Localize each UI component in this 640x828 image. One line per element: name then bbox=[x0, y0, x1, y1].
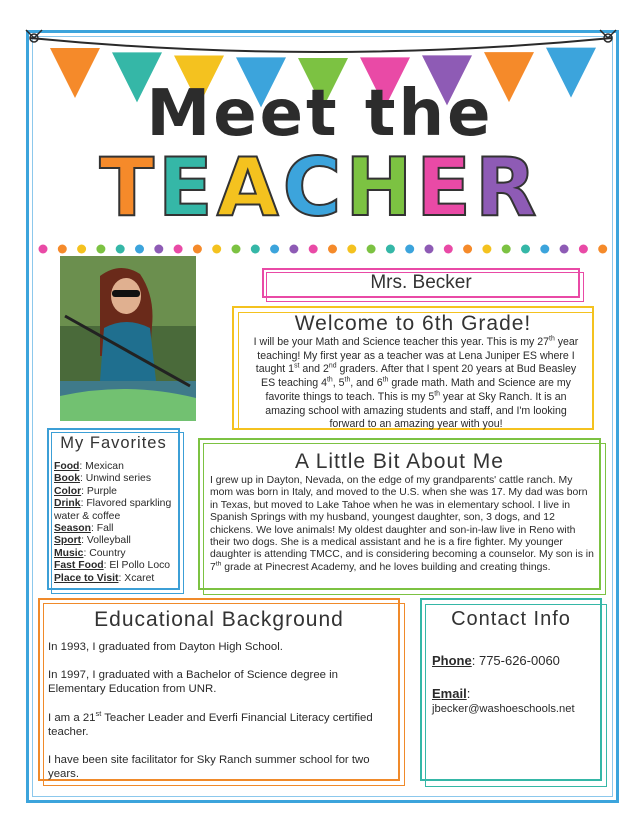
divider-dot bbox=[386, 245, 395, 254]
education-item: I am a 21st Teacher Leader and Everfi Financial Literacy certified teacher. bbox=[48, 708, 373, 738]
contact-phone: Phone: 775-626-0060 bbox=[432, 653, 560, 668]
divider-dot bbox=[212, 245, 221, 254]
education-item: I have been site facilitator for Sky Ranch summer school for two years. bbox=[48, 754, 370, 781]
favorite-item: Music: Country bbox=[54, 547, 126, 559]
dot-divider bbox=[38, 243, 608, 255]
divider-dot bbox=[232, 245, 241, 254]
divider-dot bbox=[309, 245, 318, 254]
favorite-item: Sport: Volleyball bbox=[54, 535, 131, 547]
contact-email-label: Email: bbox=[432, 686, 471, 701]
education-item: In 1997, I graduated with a Bachelor of Science degree in Elementary Education from UNR. bbox=[48, 669, 339, 696]
teacher-name: Mrs. Becker bbox=[370, 272, 472, 293]
divider-dot bbox=[251, 245, 260, 254]
divider-dot bbox=[77, 245, 86, 254]
title-letter: A bbox=[216, 141, 283, 234]
divider-dot bbox=[598, 245, 607, 254]
divider-dot bbox=[367, 245, 376, 254]
divider-dot bbox=[405, 245, 414, 254]
divider-dot bbox=[154, 245, 163, 254]
divider-dot bbox=[579, 245, 588, 254]
title-letter: T bbox=[99, 141, 159, 234]
divider-dot bbox=[135, 245, 144, 254]
divider-dot bbox=[174, 245, 183, 254]
favorite-item: Fast Food: El Pollo Loco bbox=[54, 560, 171, 572]
title-letter: E bbox=[158, 141, 217, 234]
divider-dot bbox=[521, 245, 530, 254]
divider-dot bbox=[444, 245, 453, 254]
about-text: I grew up in Dayton, Nevada, on the edge of my grandparents' cattle ranch. My mom was born in Italy, and moved to the U.S. when she was 17. My dad was born in Texas, but moved to Lake Tahoe when he was in elementary school. I live in Spanish Springs with my husband, youngest daughter, son, 3 dogs, and 12 chickens. We love animals! My oldest daughter and son-in-law live in Reno with their two dogs. She is a medical assistant and he is a fire fighter. My younger daughter is attending TMCC, and is considering becoming a counselor. My son is in 7th grade at Pinecrest Academy, and he loves building and creating things. bbox=[210, 475, 594, 573]
divider-dot bbox=[482, 245, 491, 254]
divider-dot bbox=[328, 245, 337, 254]
title-letter: C bbox=[282, 141, 346, 234]
divider-dot bbox=[463, 245, 472, 254]
contact-email[interactable]: jbecker@washoeschools.net bbox=[432, 703, 575, 715]
divider-dot bbox=[96, 245, 105, 254]
favorite-item: Place to Visit: Xcaret bbox=[54, 572, 155, 584]
divider-dot bbox=[270, 245, 279, 254]
favorites-list bbox=[54, 461, 184, 585]
education-item: In 1993, I graduated from Dayton High School. bbox=[48, 641, 283, 653]
bow-left-icon bbox=[26, 30, 42, 42]
teacher-photo bbox=[60, 256, 196, 421]
divider-dot bbox=[540, 245, 549, 254]
favorite-item: Color: Purple bbox=[54, 485, 117, 497]
divider-dot bbox=[193, 245, 202, 254]
education-text bbox=[48, 640, 388, 795]
bow-right-icon bbox=[600, 30, 616, 42]
favorite-item: Season: Fall bbox=[54, 523, 114, 535]
title-teacher bbox=[0, 141, 640, 234]
divider-dot bbox=[560, 245, 569, 254]
welcome-title: Welcome to 6th Grade! bbox=[294, 312, 532, 335]
title-letter: H bbox=[345, 141, 417, 234]
divider-dot bbox=[39, 245, 48, 254]
favorites-title: My Favorites bbox=[60, 434, 167, 452]
favorite-item: Food: Mexican bbox=[54, 461, 124, 472]
favorite-item: Drink: Flavored sparkling water & coffee bbox=[54, 498, 172, 522]
title-letter: R bbox=[474, 141, 541, 234]
divider-dot bbox=[347, 245, 356, 254]
welcome-text: I will be your Math and Science teacher this year. This is my 27th year teaching! My first year as a teacher was at Lena Juniper ES where I taught 1st and 2nd graders. After that I spent 20 years at Bud Beasley ES teaching 4th, 5th, and 6th grade math. Math and Science are my favorite things to teach. This is my 5th year at Sky Ranch. It is an amazing school with amazing students and staff, and I'm looking forward to an amazing year with you! bbox=[253, 335, 579, 431]
title-letter: E bbox=[416, 141, 475, 234]
contact-title: Contact Info bbox=[451, 608, 571, 630]
about-title: A Little Bit About Me bbox=[295, 450, 504, 473]
education-title: Educational Background bbox=[94, 608, 344, 631]
divider-dot bbox=[425, 245, 434, 254]
bunting-string bbox=[30, 38, 612, 52]
favorite-item: Book: Unwind series bbox=[54, 473, 152, 485]
divider-dot bbox=[58, 245, 67, 254]
divider-dot bbox=[502, 245, 511, 254]
divider-dot bbox=[116, 245, 125, 254]
divider-dot bbox=[289, 245, 298, 254]
title-meet-the: Meet the bbox=[146, 77, 494, 151]
